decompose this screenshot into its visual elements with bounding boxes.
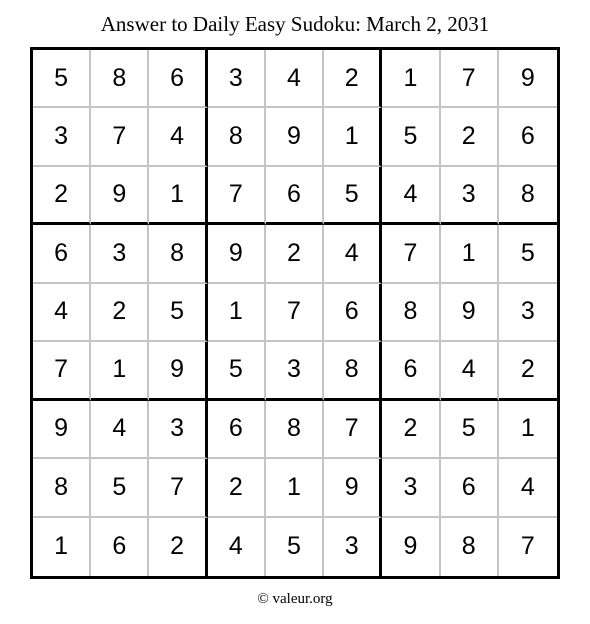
sudoku-cell: 9 <box>382 518 440 576</box>
sudoku-cell: 6 <box>149 50 207 108</box>
sudoku-cell: 8 <box>382 284 440 342</box>
sudoku-cell: 4 <box>33 284 91 342</box>
sudoku-cell: 9 <box>91 167 149 225</box>
sudoku-cell: 5 <box>382 108 440 166</box>
sudoku-cell: 3 <box>266 342 324 400</box>
sudoku-cell: 8 <box>149 225 207 283</box>
sudoku-cell: 8 <box>266 401 324 459</box>
sudoku-cell: 4 <box>441 342 499 400</box>
sudoku-cell: 2 <box>91 284 149 342</box>
sudoku-cell: 5 <box>499 225 557 283</box>
sudoku-cell: 8 <box>91 50 149 108</box>
sudoku-cell: 3 <box>208 50 266 108</box>
sudoku-cell: 4 <box>324 225 382 283</box>
sudoku-cell: 3 <box>499 284 557 342</box>
sudoku-cell: 7 <box>91 108 149 166</box>
page-title: Answer to Daily Easy Sudoku: March 2, 2031 <box>100 12 490 36</box>
sudoku-cell: 6 <box>33 225 91 283</box>
sudoku-cell: 6 <box>208 401 266 459</box>
sudoku-cell: 2 <box>149 518 207 576</box>
sudoku-cell: 1 <box>33 518 91 576</box>
sudoku-cell: 8 <box>499 167 557 225</box>
sudoku-cell: 4 <box>149 108 207 166</box>
sudoku-cell: 4 <box>266 50 324 108</box>
sudoku-cell: 6 <box>266 167 324 225</box>
sudoku-cell: 1 <box>499 401 557 459</box>
sudoku-cell: 5 <box>266 518 324 576</box>
sudoku-cell: 2 <box>441 108 499 166</box>
sudoku-cell: 7 <box>149 459 207 517</box>
sudoku-cell: 9 <box>33 401 91 459</box>
sudoku-cell: 2 <box>33 167 91 225</box>
sudoku-cell: 7 <box>208 167 266 225</box>
sudoku-cell: 3 <box>441 167 499 225</box>
sudoku-cell: 7 <box>324 401 382 459</box>
sudoku-cell: 3 <box>33 108 91 166</box>
sudoku-cell: 4 <box>499 459 557 517</box>
sudoku-cell: 6 <box>441 459 499 517</box>
sudoku-cell: 5 <box>441 401 499 459</box>
sudoku-cell: 7 <box>382 225 440 283</box>
sudoku-cell: 1 <box>208 284 266 342</box>
sudoku-cell: 5 <box>324 167 382 225</box>
sudoku-cell: 4 <box>91 401 149 459</box>
sudoku-cell: 1 <box>91 342 149 400</box>
sudoku-cell: 1 <box>149 167 207 225</box>
sudoku-cell: 8 <box>208 108 266 166</box>
sudoku-cell: 3 <box>149 401 207 459</box>
sudoku-cell: 1 <box>382 50 440 108</box>
sudoku-cell: 2 <box>208 459 266 517</box>
sudoku-cell: 2 <box>382 401 440 459</box>
sudoku-cell: 3 <box>324 518 382 576</box>
sudoku-cell: 8 <box>33 459 91 517</box>
sudoku-cell: 2 <box>324 50 382 108</box>
sudoku-cell: 7 <box>266 284 324 342</box>
sudoku-cell: 1 <box>441 225 499 283</box>
sudoku-cell: 9 <box>208 225 266 283</box>
sudoku-cell: 3 <box>91 225 149 283</box>
sudoku-cell: 6 <box>324 284 382 342</box>
sudoku-cell: 2 <box>499 342 557 400</box>
sudoku-cell: 5 <box>149 284 207 342</box>
sudoku-cell: 8 <box>441 518 499 576</box>
sudoku-cell: 6 <box>499 108 557 166</box>
sudoku-cell: 5 <box>33 50 91 108</box>
sudoku-cell: 2 <box>266 225 324 283</box>
sudoku-cell: 9 <box>441 284 499 342</box>
copyright-footer: © valeur.org <box>257 591 333 607</box>
sudoku-cell: 6 <box>91 518 149 576</box>
sudoku-cell: 3 <box>382 459 440 517</box>
sudoku-cell: 6 <box>382 342 440 400</box>
sudoku-cell: 9 <box>499 50 557 108</box>
sudoku-cell: 1 <box>266 459 324 517</box>
sudoku-cell: 4 <box>208 518 266 576</box>
sudoku-board <box>30 47 560 579</box>
sudoku-cell: 9 <box>149 342 207 400</box>
sudoku-cell: 1 <box>324 108 382 166</box>
sudoku-cell: 7 <box>520 532 535 561</box>
sudoku-cell: 8 <box>324 342 382 400</box>
sudoku-cell: 7 <box>441 50 499 108</box>
sudoku-cell: 9 <box>266 108 324 166</box>
sudoku-cell: 7 <box>33 342 91 400</box>
sudoku-cell: 4 <box>382 167 440 225</box>
sudoku-cell: 9 <box>324 459 382 517</box>
sudoku-cell: 5 <box>91 459 149 517</box>
sudoku-cell: 5 <box>208 342 266 400</box>
